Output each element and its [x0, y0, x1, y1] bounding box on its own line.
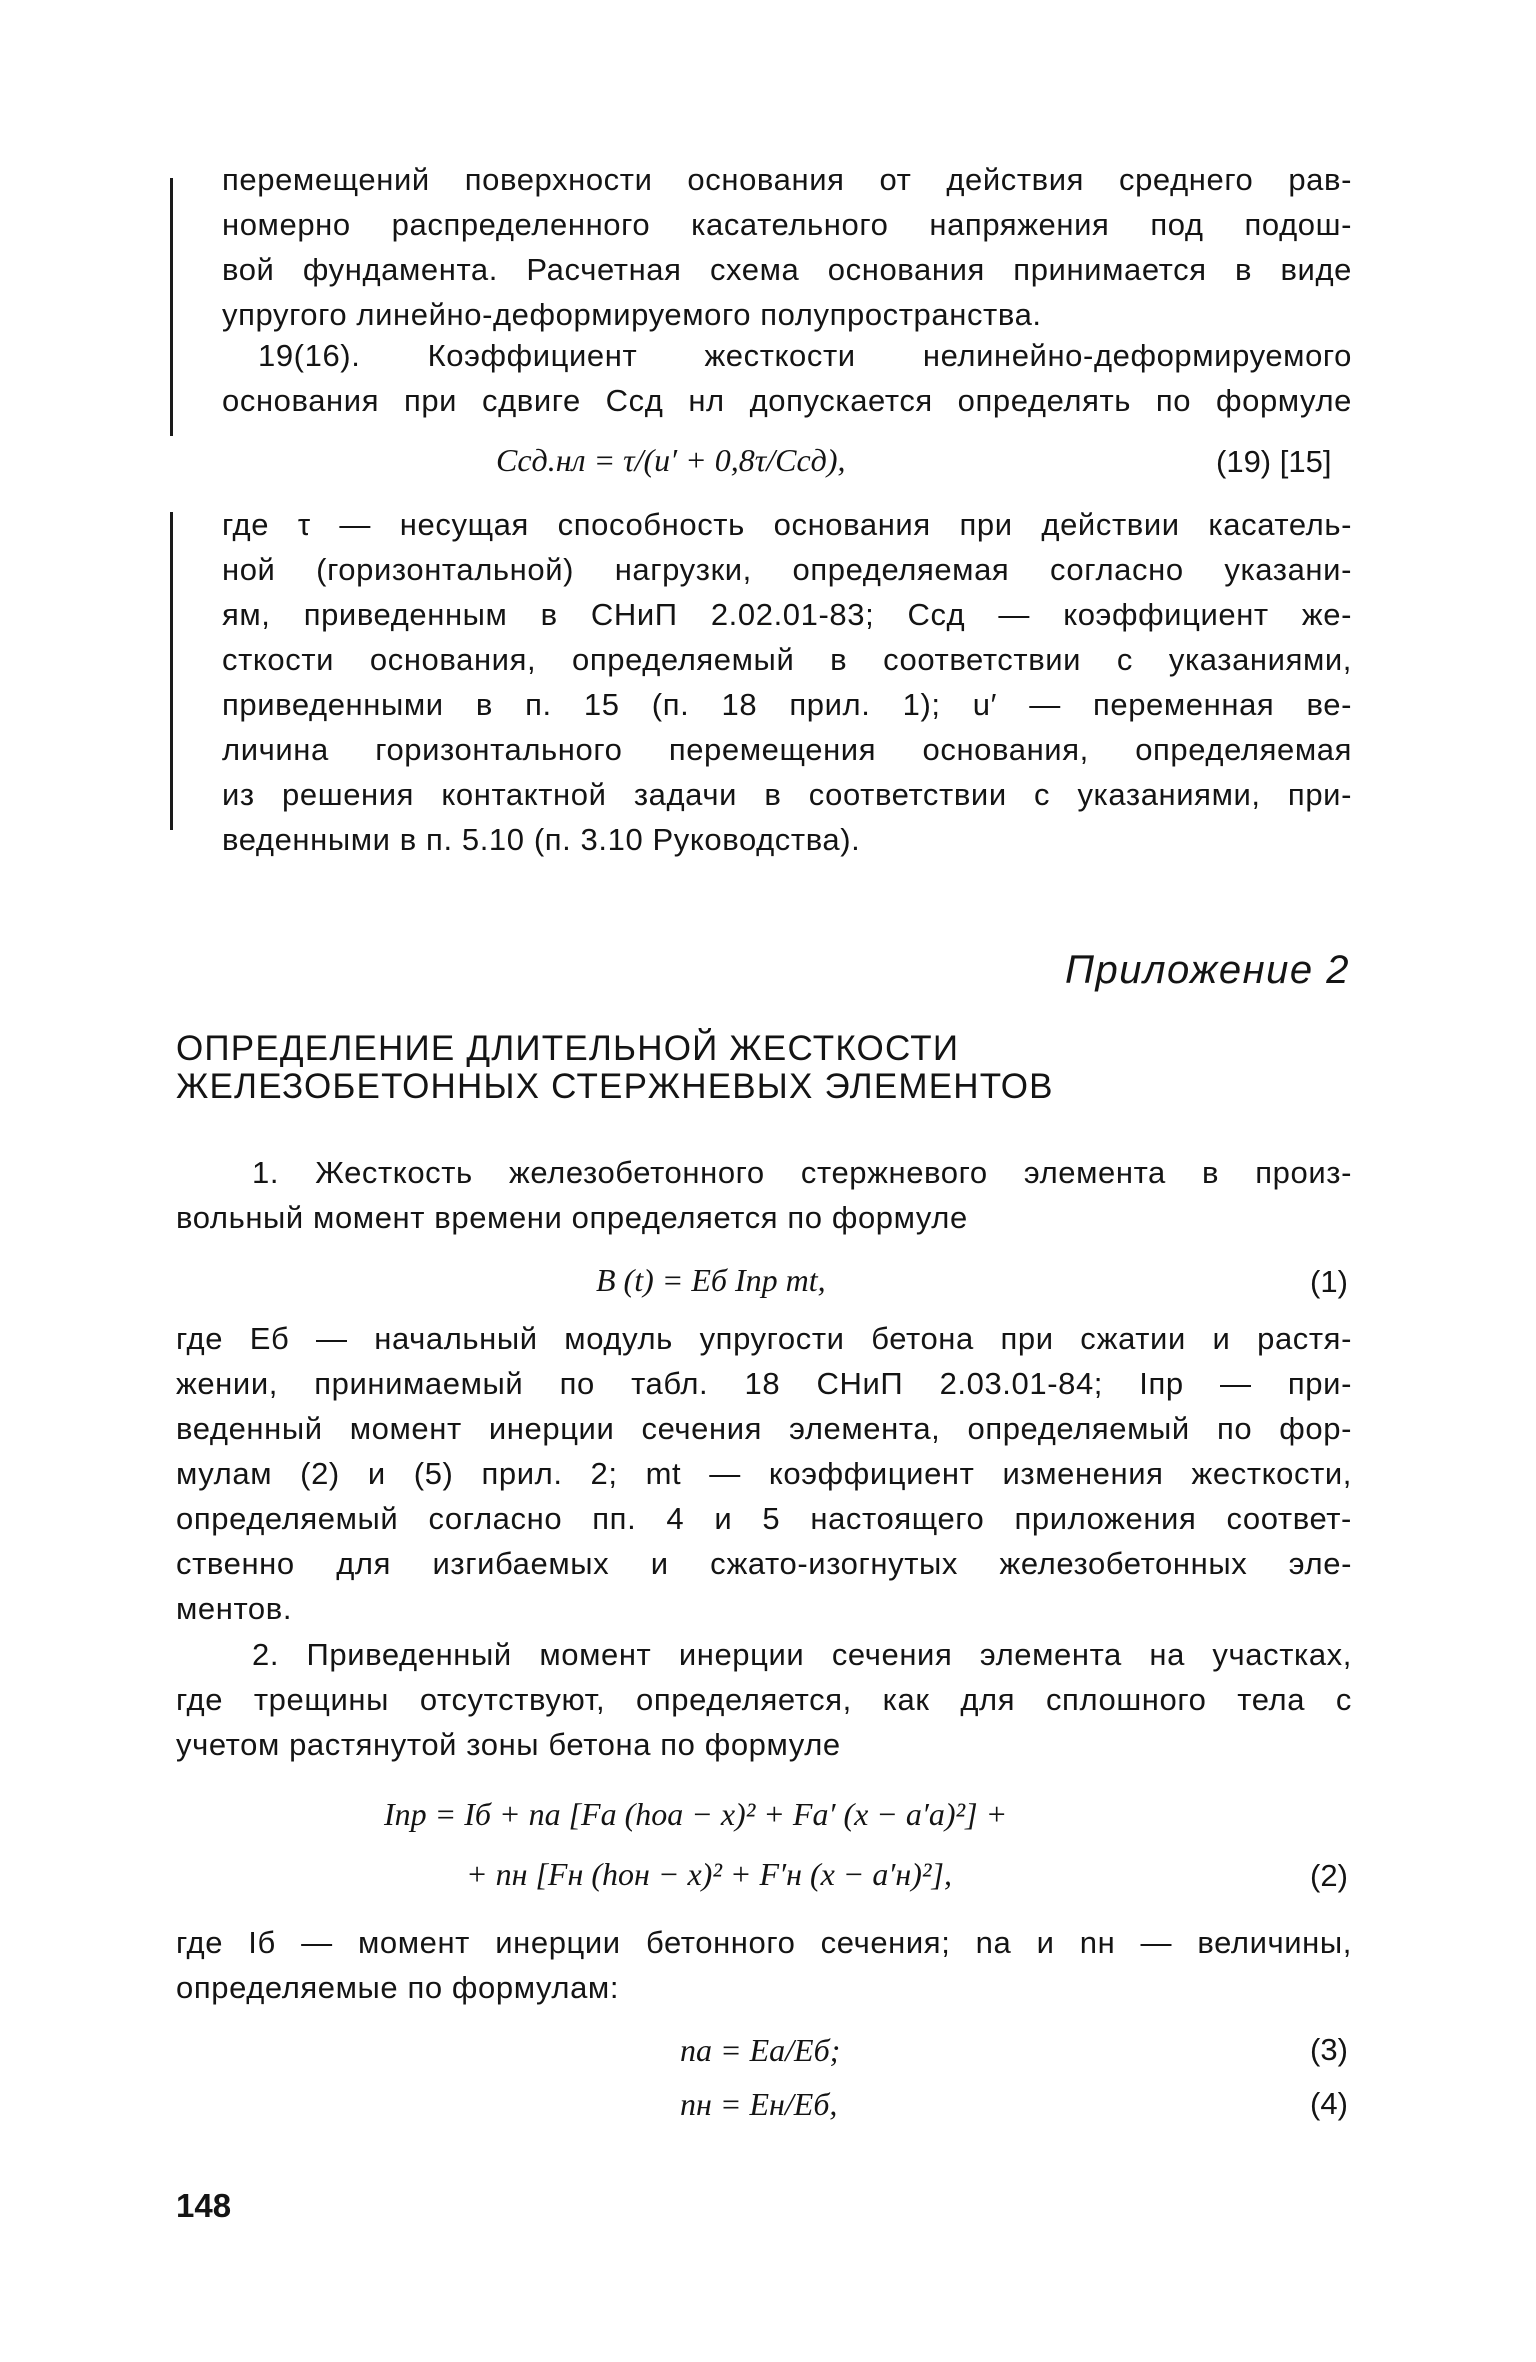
text-line: перемещений поверхности основания от действия среднего рав- [222, 162, 1352, 197]
text-line: 1. Жесткость железобетонного стержневого элемента в произ- [252, 1155, 1352, 1190]
point-1-explanation [176, 1316, 1352, 1631]
point-1-paragraph [252, 1150, 1352, 1195]
appendix-label: Приложение 2 [1064, 948, 1350, 992]
text-line: основания при сдвиге Cсд нл допускается определять по формуле [222, 383, 1352, 418]
text-line: веденный момент инерции сечения элемента, определяемый по фор- [176, 1411, 1352, 1446]
text-line: вольный момент времени определяется по формуле [176, 1200, 968, 1235]
text-line: ной (горизонтальной) нагрузки, определяемая согласно указани- [222, 552, 1352, 587]
text-line: где Eб — начальный модуль упругости бетона при сжатии и растя- [176, 1321, 1352, 1356]
point-2-paragraph [252, 1632, 1352, 1677]
formula-2-line-1: Iпр = Iб + nа [Fа (hоа − x)² + Fа′ (x − а′а)²] + [384, 1796, 1008, 1832]
item-19-paragraph-cont [222, 378, 1352, 423]
text-line: жении, принимаемый по табл. 18 СНиП 2.03.01-84; Iпр — при- [176, 1366, 1352, 1401]
item-19-paragraph [258, 333, 1352, 378]
page-number: 148 [176, 2187, 232, 2224]
margin-revision-bar-bottom [170, 512, 173, 830]
appendix-title-line: ОПРЕДЕЛЕНИЕ ДЛИТЕЛЬНОЙ ЖЕСТКОСТИ [176, 1029, 960, 1068]
formula-2-line-2: + nн [Fн (hон − x)² + F′н (x − а′н)²], [466, 1856, 952, 1892]
formula-4-number: (4) [1310, 2086, 1348, 2121]
text-line: определяемый согласно пп. 4 и 5 настоящего приложения соответ- [176, 1501, 1352, 1536]
appendix-title-line: ЖЕЛЕЗОБЕТОННЫХ СТЕРЖНЕВЫХ ЭЛЕМЕНТОВ [176, 1067, 1054, 1106]
formula-1: B (t) = Eб Iпр mt, [596, 1262, 826, 1298]
intro-paragraph [222, 157, 1352, 337]
text-line: где трещины отсутствуют, определяется, как для сплошного тела с [176, 1682, 1352, 1717]
text-line: определяемые по формулам: [176, 1970, 620, 2005]
appendix-title [176, 1030, 1054, 1106]
text-line: учетом растянутой зоны бетона по формуле [176, 1727, 841, 1762]
text-line: упругого линейно-деформируемого полупространства. [222, 297, 1042, 332]
formula-3-number: (3) [1310, 2032, 1348, 2067]
margin-revision-bar-top [170, 178, 173, 436]
text-line: вой фундамента. Расчетная схема основания принимается в виде [222, 252, 1352, 287]
formula-4: nн = Eн/Eб, [680, 2086, 838, 2122]
text-line: номерно распределенного касательного напряжения под подош- [222, 207, 1352, 242]
formula-19-number: (19) [15] [1216, 444, 1332, 479]
formula-3: nа = Eа/Eб; [680, 2032, 841, 2068]
point-2-paragraph-cont [176, 1677, 1352, 1767]
text-line: ственно для изгибаемых и сжато-изогнутых железобетонных эле- [176, 1546, 1352, 1581]
point-2-explanation [176, 1920, 1352, 2010]
text-line: сткости основания, определяемый в соответствии с указаниями, [222, 642, 1352, 677]
formula-19: Cсд.нл = τ/(u′ + 0,8τ/Cсд), [496, 442, 846, 478]
text-line: ментов. [176, 1591, 293, 1626]
formula-1-number: (1) [1310, 1264, 1348, 1299]
text-line: личина горизонтального перемещения основания, определяемая [222, 732, 1352, 767]
text-line: где Iб — момент инерции бетонного сечения; nа и nн — величины, [176, 1925, 1352, 1960]
formula-2-number: (2) [1310, 1858, 1348, 1893]
item-19-explanation [222, 502, 1352, 862]
text-line: из решения контактной задачи в соответствии с указаниями, при- [222, 777, 1352, 812]
text-line: где τ — несущая способность основания при действии касатель- [222, 507, 1352, 542]
text-line: ям, приведенным в СНиП 2.02.01-83; Cсд — коэффициент же- [222, 597, 1352, 632]
text-line: приведенными в п. 15 (п. 18 прил. 1); u′ — переменная ве- [222, 687, 1352, 722]
point-1-paragraph-cont [176, 1195, 1352, 1240]
text-line: 2. Приведенный момент инерции сечения элемента на участках, [252, 1637, 1352, 1672]
text-line: мулам (2) и (5) прил. 2; mt — коэффициент изменения жесткости, [176, 1456, 1352, 1491]
text-line: 19(16). Коэффициент жесткости нелинейно-деформируемого [258, 338, 1352, 373]
text-line: веденными в п. 5.10 (п. 3.10 Руководства). [222, 822, 861, 857]
